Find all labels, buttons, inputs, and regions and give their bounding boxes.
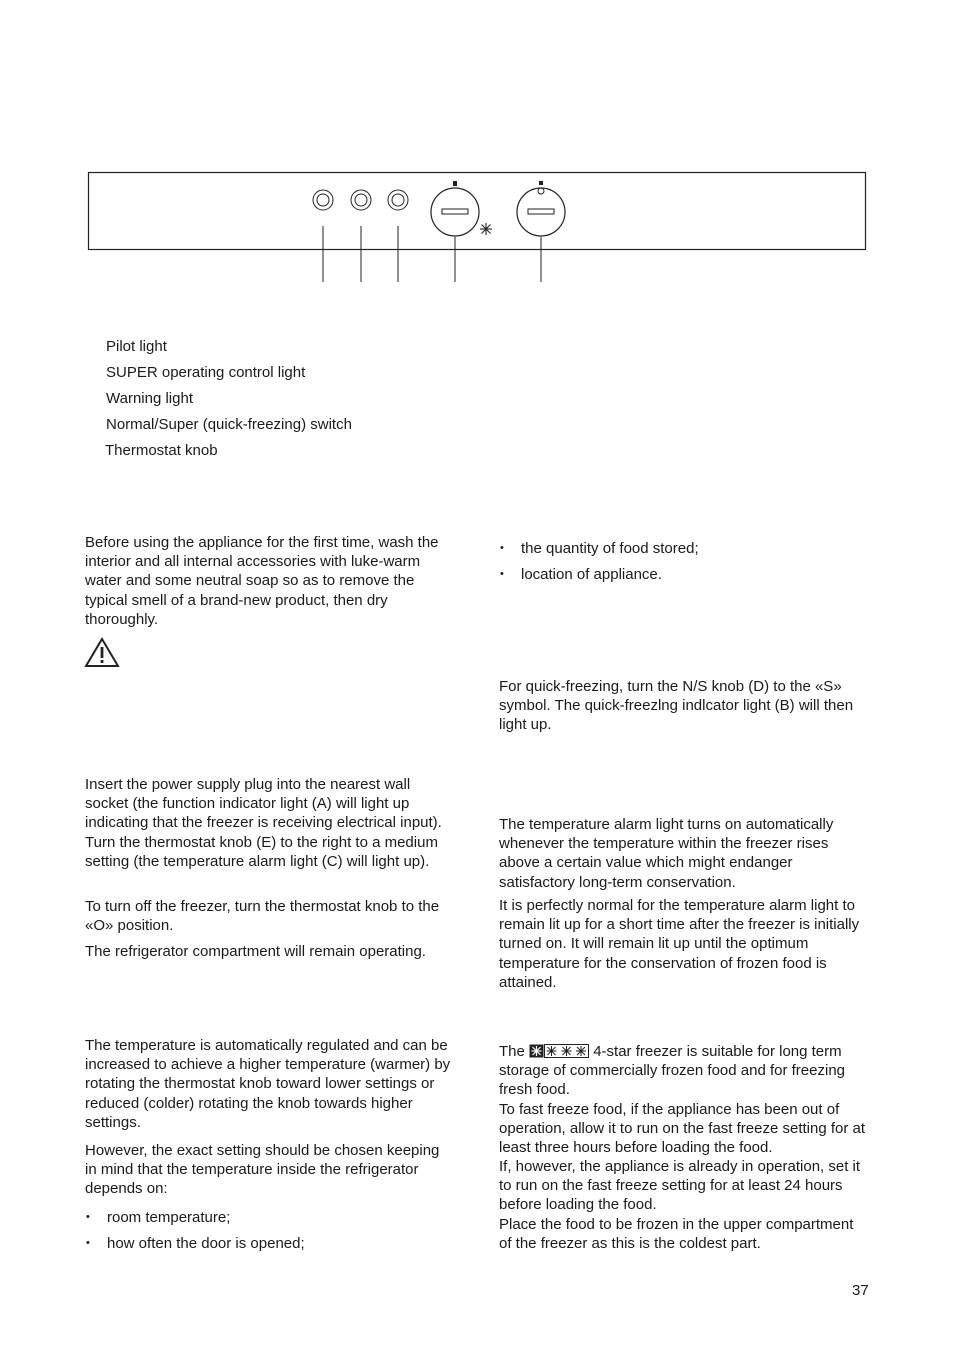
super-light-icon	[351, 190, 371, 210]
freezer-paragraph-4: Place the food to be frozen in the upper compartment of the freezer as this is the coldest part.	[499, 1216, 854, 1253]
quick-freeze-paragraph: For quick-freezing, turn the N/S knob (D) to the «S» symbol. The quick-freezlng indlcator light (B) will then light up.	[499, 678, 854, 734]
list-item: • room temperature;	[86, 1209, 231, 1226]
legend-super-light: SUPER operating control light	[106, 364, 306, 381]
legend-warning-light: Warning light	[106, 390, 193, 407]
temperature-paragraph-2: However, the exact setting should be chosen keeping in mind that the temperature inside the refrigerator depends on:	[85, 1142, 440, 1198]
legend-ns-switch: Normal/Super (quick-freezing) switch	[106, 416, 352, 433]
four-star-freezer-icon	[529, 1044, 589, 1058]
freezer-paragraph-1	[499, 1042, 871, 1100]
freezer-paragraph-3: If, however, the appliance is already in operation, set it to run on the fast freeze setting for at least 24 hours before loading the food.	[499, 1158, 861, 1214]
control-panel-diagram	[0, 0, 954, 300]
alarm-paragraph-2: It is perfectly normal for the temperature alarm light to remain lit up for a short time after the freezer is initially turned on. It will remain lit up until the optimum temperature for the conservation of frozen food is attained.	[499, 897, 860, 991]
starting-paragraph-2: To turn off the freezer, turn the thermostat knob to the «O» position.	[85, 898, 440, 935]
list-item: • the quantity of food stored;	[500, 540, 699, 557]
leader-lines	[323, 226, 541, 282]
thermostat-knob-icon	[517, 181, 565, 236]
starting-paragraph-3: The refrigerator compartment will remain operating.	[85, 943, 426, 960]
freezer-the-text: The	[499, 1043, 525, 1060]
starting-paragraph-1: Insert the power supply plug into the nearest wall socket (the function indicator light (A) will light up indicating that the freezer is receiving electrical input). Turn the thermostat knob (E) to the right to a medium setting (the temperature alarm light (C) will light up).	[85, 776, 442, 870]
list-item: • how often the door is opened;	[86, 1235, 305, 1252]
alarm-paragraph-1: The temperature alarm light turns on automatically whenever the temperature within the freezer rises above a certain value which might endanger satisfactory long-term conservation.	[499, 816, 834, 891]
temperature-paragraph-1: The temperature is automatically regulated and can be increased to achieve a higher temperature (warmer) by rotating the thermostat knob toward lower settings or reduced (colder) rotating the knob towards higher settings.	[85, 1037, 451, 1131]
page-number: 37	[852, 1282, 869, 1299]
warning-light-icon	[388, 190, 408, 210]
warning-triangle-icon	[84, 637, 120, 668]
freezer-paragraph-2: To fast freeze food, if the appliance has been out of operation, allow it to run on the fast freeze setting for at least three hours before loading the food.	[499, 1101, 866, 1157]
bullet-icon: •	[86, 1237, 90, 1249]
cleaning-paragraph: Before using the appliance for the first time, wash the interior and all internal accessories with luke-warm water and some neutral soap so as to remove the typical smell of a brand-new product, then dry thoroughly.	[85, 534, 439, 628]
freezer-description-text: 4-star freezer is suitable for long term storage of commercially frozen food and for freezing fresh food.	[499, 1043, 846, 1099]
control-panel-frame	[89, 173, 866, 250]
bullet-icon: •	[86, 1211, 90, 1223]
legend-pilot-light: Pilot light	[106, 338, 167, 355]
pilot-light-icon	[313, 190, 333, 210]
list-item: • location of appliance.	[500, 566, 662, 583]
bullet-icon: •	[500, 568, 504, 580]
legend-thermostat-knob: Thermostat knob	[105, 442, 218, 459]
normal-super-knob-icon	[431, 181, 479, 236]
snowflake-icon	[480, 223, 492, 235]
bullet-icon: •	[500, 542, 504, 554]
